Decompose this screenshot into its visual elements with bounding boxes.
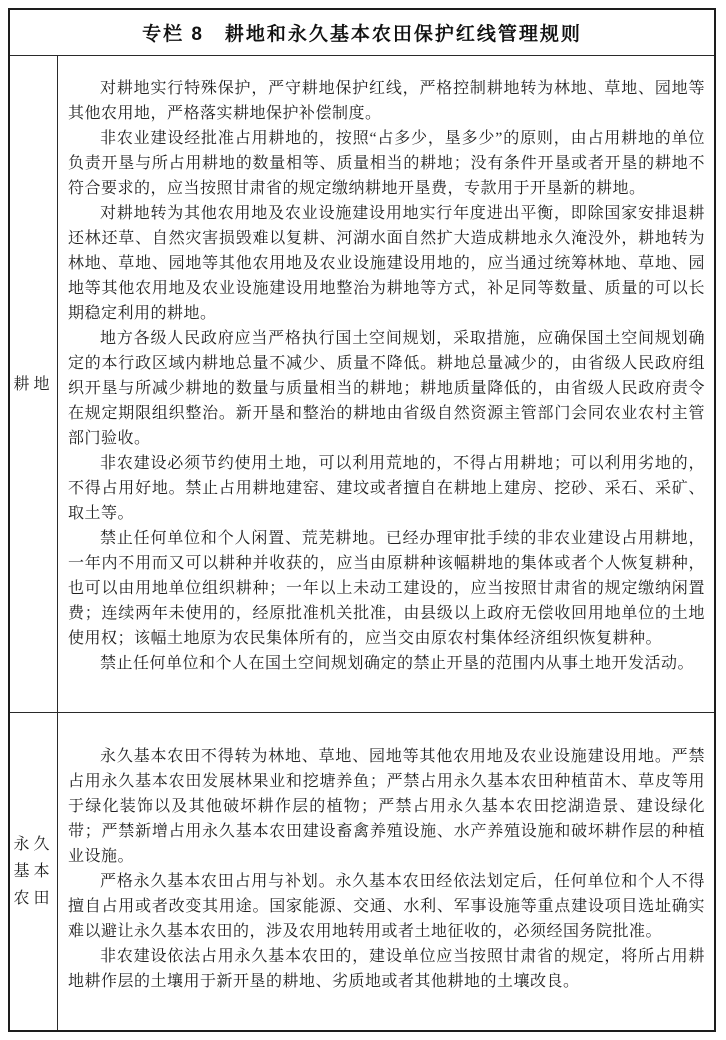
row-content-cultivated-land — [58, 56, 714, 712]
row-label-permanent-basic-farmland: 永久基本农田 — [13, 836, 54, 907]
paragraph: 永久基本农田不得转为林地、草地、园地等其他农用地及农业设施建设用地。严禁占用永久基本农田发展林果业和挖塘养鱼；严禁占用永久基本农田种植苗木、草皮等用于绿化装饰以及其他破坏耕作层的植物；严禁占用永久基本农田挖湖造景、建设绿化带；严禁新增占用永久基本农田建设畜禽养殖设施、水产养殖设施和破坏耕作层的种植业设施。 — [68, 748, 705, 865]
paragraph: 非农业建设经批准占用耕地的，按照“占多少，垦多少”的原则，由占用耕地的单位负责开垦与所占用耕地的数量相等、质量相当的耕地；没有条件开垦或者开垦的耕地不符合要求的，应当按照甘肃省的规定缴纳耕地开垦费，专款用于开垦新的耕地。 — [68, 130, 705, 197]
paragraph: 对耕地实行特殊保护，严守耕地保护红线，严格控制耕地转为林地、草地、园地等其他农用地，严格落实耕地保护补偿制度。 — [68, 80, 705, 122]
table-title: 专栏 8 耕地和永久基本农田保护红线管理规则 — [10, 10, 714, 56]
row-label-cell-cultivated-land — [10, 56, 58, 712]
table-row-cultivated-land — [10, 56, 714, 713]
row-label-cultivated-land: 耕地 — [13, 375, 54, 393]
paragraph: 禁止任何单位和个人在国土空间规划确定的禁止开垦的范围内从事土地开发活动。 — [100, 655, 695, 672]
row-content-permanent-basic-farmland — [58, 713, 714, 1030]
row-label-cell-permanent-basic-farmland — [10, 713, 58, 1030]
paragraph: 非农建设依法占用永久基本农田的，建设单位应当按照甘肃省的规定，将所占用耕地耕作层的土壤用于新开垦的耕地、劣质地或者其他耕地的土壤改良。 — [68, 948, 705, 990]
policy-table — [8, 8, 716, 1032]
paragraph: 对耕地转为其他农用地及农业设施建设用地实行年度进出平衡，即除国家安排退耕还林还草、自然灾害损毁难以复耕、河湖水面自然扩大造成耕地永久淹没外，耕地转为林地、草地、园地等其他农用地及农业设施建设用地的，应当通过统筹林地、草地、园地等其他农用地及农业设施建设用地整治为耕地等方式，补足同等数量、质量的可以长期稳定利用的耕地。 — [68, 205, 705, 322]
table-row-permanent-basic-farmland — [10, 713, 714, 1030]
paragraph: 严格永久基本农田占用与补划。永久基本农田经依法划定后，任何单位和个人不得擅自占用或者改变其用途。国家能源、交通、水利、军事设施等重点建设项目选址确实难以避让永久基本农田的，涉及农用地转用或者土地征收的，必须经国务院批准。 — [68, 873, 705, 940]
paragraph: 地方各级人民政府应当严格执行国土空间规划，采取措施，应确保国土空间规划确定的本行政区域内耕地总量不减少、质量不降低。耕地总量减少的，由省级人民政府组织开垦与所减少耕地的数量与质量相当的耕地；耕地质量降低的，由省级人民政府责令在规定期限组织整治。新开垦和整治的耕地由省级自然资源主管部门会同农业农村主管部门验收。 — [68, 330, 705, 447]
paragraph: 禁止任何单位和个人闲置、荒芜耕地。已经办理审批手续的非农业建设占用耕地，一年内不用而又可以耕种并收获的，应当由原耕种该幅耕地的集体或者个人恢复耕种，也可以由用地单位组织耕种；一年以上未动工建设的，应当按照甘肃省的规定缴纳闲置费；连续两年未使用的，经原批准机关批准，由县级以上政府无偿收回用地单位的土地使用权；该幅土地原为农民集体所有的，应当交由原农村集体经济组织恢复耕种。 — [68, 530, 705, 647]
paragraph: 非农建设必须节约使用土地，可以利用荒地的，不得占用耕地；可以利用劣地的，不得占用好地。禁止占用耕地建窑、建坟或者擅自在耕地上建房、挖砂、采石、采矿、取土等。 — [68, 455, 705, 522]
